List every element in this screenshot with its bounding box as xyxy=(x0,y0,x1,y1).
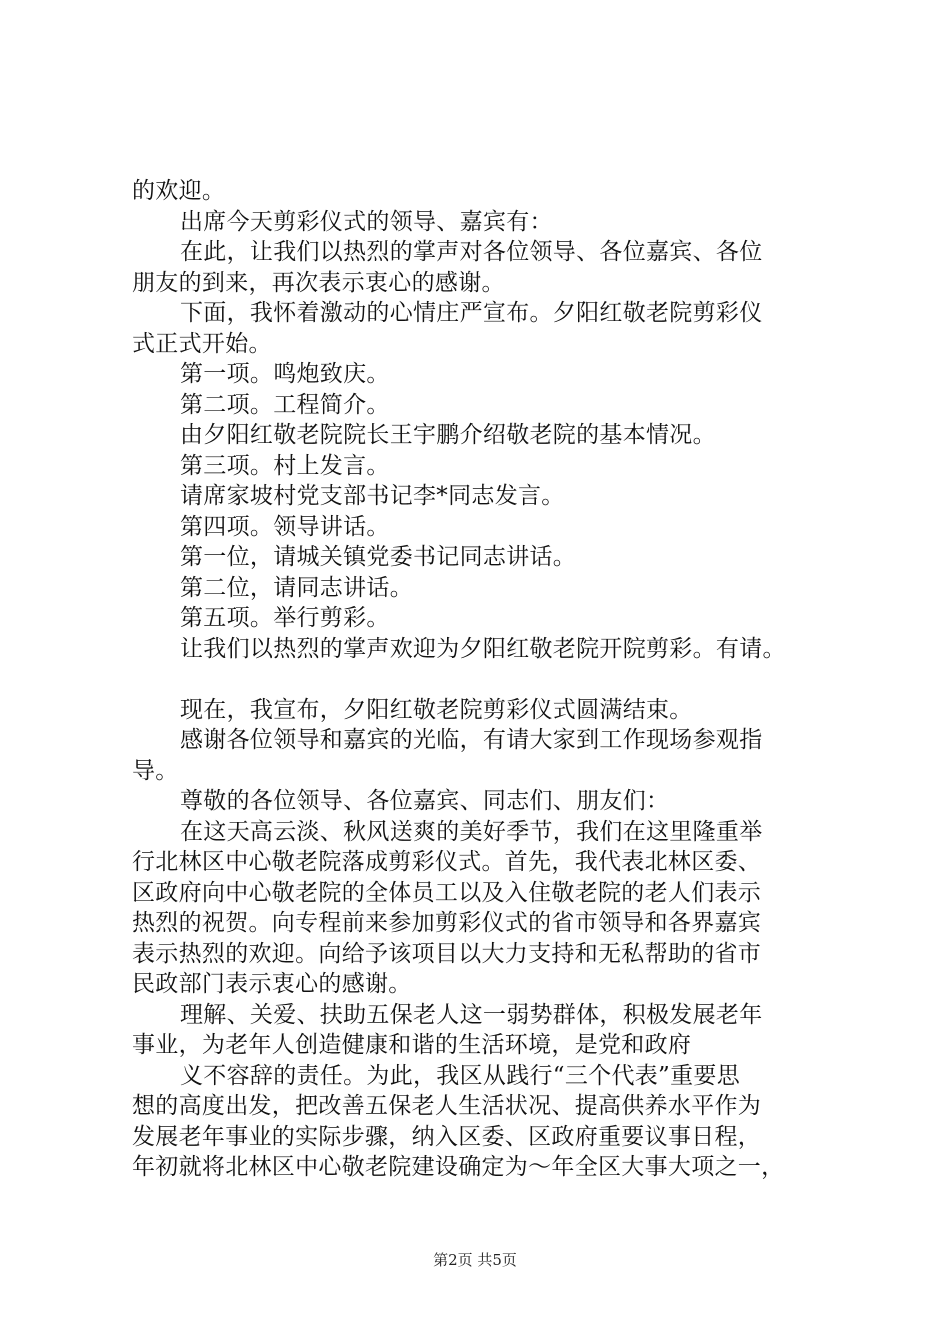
text-line: 第四项。领导讲话。 xyxy=(180,513,390,540)
text-line: 表示热烈的欢迎。向给予该项目以大力支持和无私帮助的省市 xyxy=(132,940,762,967)
text-line: 第一项。鸣炮致庆。 xyxy=(180,361,390,387)
text-line: 热烈的祝贺。向专程前来参加剪彩仪式的省市领导和各界嘉宾 xyxy=(132,910,762,936)
text-line: 在此，让我们以热烈的掌声对各位领导、各位嘉宾、各位 xyxy=(180,239,763,265)
page-footer: 第2页 共5页 xyxy=(433,1251,517,1269)
text-line: 事业，为老年人创造健康和谐的生活环境，是党和政府 xyxy=(132,1032,692,1058)
blank-line xyxy=(132,664,844,695)
text-line: 由夕阳红敬老院院长王宇鹏介绍敬老院的基本情况。 xyxy=(180,422,716,448)
text-line: 尊敬的各位领导、各位嘉宾、同志们、朋友们： xyxy=(180,788,670,814)
text-line: 理解、关爱、扶助五保老人这一弱势群体，积极发展老年 xyxy=(180,1001,763,1028)
text-line: 区政府向中心敬老院的全体员工以及入住敬老院的老人们表示 xyxy=(132,879,762,906)
text-line: 现在，我宣布，夕阳红敬老院剪彩仪式圆满结束。 xyxy=(180,696,693,723)
text-line: 让我们以热烈的掌声欢迎为夕阳红敬老院开院剪彩。有请。 xyxy=(180,635,786,662)
text-line: 民政部门表示衷心的感谢。 xyxy=(132,971,412,997)
text-line: 下面，我怀着激动的心情庄严宣布。夕阳红敬老院剪彩仪 xyxy=(180,300,763,326)
text-line: 朋友的到来，再次表示衷心的感谢。 xyxy=(132,269,505,296)
text-line: 导。 xyxy=(132,757,179,784)
document-body xyxy=(132,176,844,1183)
text-line: 发展老年事业的实际步骤，纳入区委、区政府重要议事日程， xyxy=(132,1123,762,1150)
text-line: 式正式开始。 xyxy=(132,330,272,357)
text-line: 义不容辞的责任。为此，我区从践行“三个代表”重要思 xyxy=(180,1062,741,1089)
text-line: 第三项。村上发言。 xyxy=(180,452,390,479)
text-line: 请席家坡村党支部书记李*同志发言。 xyxy=(180,483,565,509)
text-line: 行北林区中心敬老院落成剪彩仪式。首先，我代表北林区委、 xyxy=(132,849,762,875)
text-line: 想的高度出发，把改善五保老人生活状况、提高供养水平作为 xyxy=(132,1093,762,1119)
text-line: 在这天高云淡、秋风送爽的美好季节，我们在这里隆重举 xyxy=(180,818,763,845)
text-line: 感谢各位领导和嘉宾的光临，有请大家到工作现场参观指 xyxy=(180,727,763,753)
text-line: 第二位，请同志讲话。 xyxy=(180,574,413,601)
text-line: 年初就将北林区中心敬老院建设确定为～年全区大事大项之一， xyxy=(132,1154,785,1180)
text-line: 第五项。举行剪彩。 xyxy=(180,605,390,631)
text-line: 出席今天剪彩仪式的领导、嘉宾有： xyxy=(180,208,553,235)
text-line: 第二项。工程简介。 xyxy=(180,391,390,418)
text-line: 的欢迎。 xyxy=(132,178,226,204)
text-line: 第一位，请城关镇党委书记同志讲话。 xyxy=(180,544,577,570)
